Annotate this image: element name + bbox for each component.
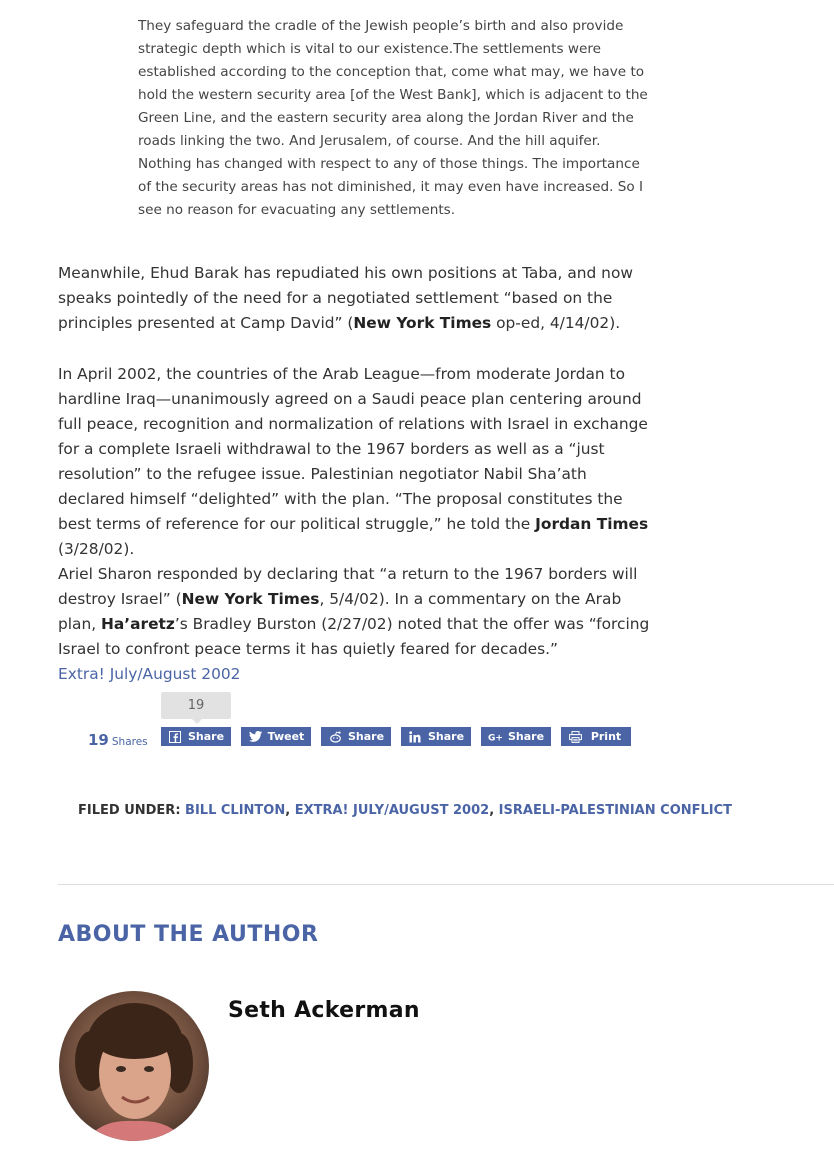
facebook-share-button[interactable] [161, 727, 231, 746]
facebook-share-label: Share [187, 730, 225, 743]
facebook-icon [165, 731, 185, 743]
blockquote: They safeguard the cradle of the Jewish people’s birth and also provide strategic depth which is vital to our existence.The settlements were established according to the conception that, come what may, we have to hold the western security area [of the West Bank], which is adjacent to the Green Line, and the eastern security area along the Jordan River and the roads linking the two. And Jerusalem, of course. And the hill aquifer. Nothing has changed with respect to any of those things. The importance of the security areas has not diminished, it may even have increased. So I see no reason for evacuating any settlements. [138, 18, 648, 218]
google-plus-share-button[interactable] [481, 727, 551, 746]
author-avatar [59, 991, 209, 1141]
source-issue-link[interactable]: Extra! July/August 2002 [58, 665, 241, 683]
section-divider [58, 884, 834, 885]
publication-name: Jordan Times [535, 515, 649, 533]
paragraph-text: , 5/4/02). In a commentary on the Arab plan, [58, 590, 622, 633]
paragraph-text: op-ed, 4/14/02). [491, 314, 621, 332]
reddit-share-button[interactable] [321, 727, 391, 746]
reddit-share-label: Share [347, 730, 385, 743]
paragraph-text: Meanwhile, Ehud Barak has repudiated his own positions at Taba, and now speaks pointedly of the need for a negotiated settlement “based on the principles presented at Camp David” ( [58, 264, 633, 332]
share-count [88, 730, 148, 749]
reddit-icon [325, 731, 345, 743]
tag-link[interactable]: ISRAELI-PALESTINIAN CONFLICT [498, 803, 733, 818]
about-author-heading: ABOUT THE AUTHOR [58, 922, 319, 947]
share-count-label: Shares [111, 736, 148, 748]
paragraph-text: ’s Bradley Burston (2/27/02) noted that the offer was “forcing Israel to confront peace terms it has quietly feared for decades.” [58, 615, 650, 658]
share-count-number: 19 [88, 731, 109, 749]
google-plus-share-label: Share [507, 730, 545, 743]
twitter-tweet-button[interactable] [241, 727, 311, 746]
twitter-icon [245, 731, 265, 742]
print-label: Print [590, 730, 622, 743]
print-icon [565, 731, 585, 743]
paragraph-arab-league [58, 362, 658, 562]
filed-under: FILED UNDER: BILL CLINTON, EXTRA! JULY/AUGUST 2002, ISRAELI-PALESTINIAN CONFLICT [78, 803, 733, 818]
google-plus-icon [485, 732, 505, 742]
paragraph-barak [58, 261, 658, 336]
publication-name: New York Times [181, 590, 320, 608]
twitter-tweet-label: Tweet [267, 730, 305, 743]
linkedin-icon [405, 731, 425, 743]
paragraph-text: (3/28/02). [58, 540, 135, 558]
linkedin-share-button[interactable] [401, 727, 471, 746]
tag-link[interactable]: EXTRA! JULY/AUGUST 2002 [294, 803, 490, 818]
facebook-share-count-bubble: 19 [161, 692, 231, 719]
print-button[interactable] [561, 727, 631, 746]
publication-name: Ha’aretz [101, 615, 175, 633]
paragraph-text: Ariel Sharon responded by declaring that “a return to the 1967 borders will destroy Israel” ( [58, 565, 638, 608]
svg-text:G+: G+ [487, 733, 503, 742]
filed-under-label: FILED UNDER: [78, 803, 181, 818]
paragraph-sharon [58, 562, 658, 662]
author-name: Seth Ackerman [228, 998, 420, 1023]
linkedin-share-label: Share [427, 730, 465, 743]
tag-link[interactable]: BILL CLINTON [185, 803, 286, 818]
paragraph-text: In April 2002, the countries of the Arab League—from moderate Jordan to hardline Iraq—unanimously agreed on a Saudi peace plan centering around full peace, recognition and normalization of relations with Israel in exchange for a complete Israeli withdrawal to the 1967 borders as well as a “just resolution” to the refugee issue. Palestinian negotiator Nabil Sha’ath declared himself “delighted” with the plan. “The proposal constitutes the best terms of reference for our political struggle,” he told the [58, 365, 648, 533]
publication-name: New York Times [353, 314, 492, 332]
